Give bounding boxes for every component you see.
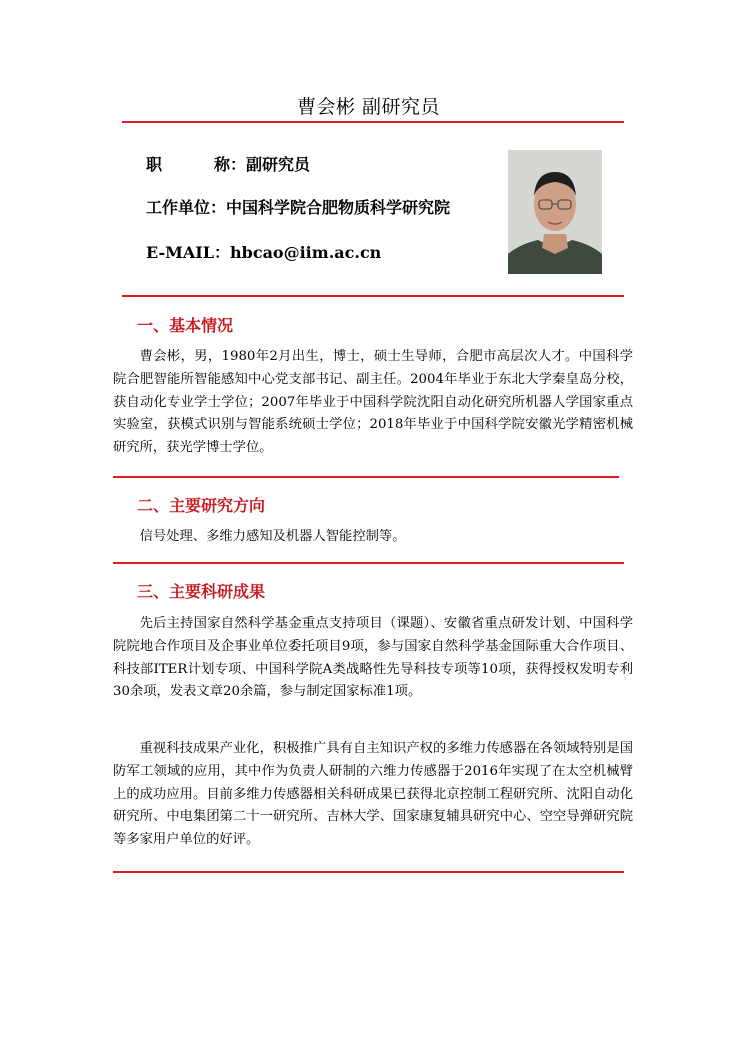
info-unit-row bbox=[146, 195, 450, 218]
info-title-key-char-2: 称 bbox=[213, 155, 230, 174]
section-heading-research: 二、主要研究方向 bbox=[137, 496, 266, 515]
portrait-photo bbox=[508, 150, 602, 274]
info-email-key: E-MAIL bbox=[146, 243, 214, 262]
info-divider bbox=[122, 295, 624, 297]
section-paragraph-research: 信号处理、多维力感知及机器人智能控制等。 bbox=[139, 529, 406, 544]
info-email-row bbox=[146, 240, 381, 263]
info-unit-value: ：中国科学院合肥物质科学研究院 bbox=[210, 198, 451, 217]
title-divider bbox=[122, 121, 624, 123]
section-divider-1 bbox=[113, 476, 619, 478]
info-title-key bbox=[146, 152, 230, 175]
page-title: 曹会彬 副研究员 bbox=[296, 96, 441, 118]
info-email-value: ：hbcao@iim.ac.cn bbox=[214, 243, 382, 262]
info-title-key-char-1: 职 bbox=[146, 155, 163, 174]
info-title-row bbox=[146, 152, 310, 175]
section-divider-2 bbox=[113, 562, 624, 564]
section-paragraph-basic: 曹会彬，男，1980年2月出生，博士，硕士生导师，合肥市高层次人才。中国科学院合肥智能所智能感知中心党支部书记、副主任。2004年毕业于东北大学秦皇岛分校，获自动化专业学士学位；2007年毕业于中国科学院沈阳自动化研究所机器人学国家重点实验室，获模式识别与智能系统硕士学位；2018年毕业于中国科学院安徽光学精密机械研究所，获光学博士学位。 bbox=[113, 349, 633, 456]
info-unit-key: 工作单位 bbox=[146, 198, 211, 217]
portrait-illustration bbox=[508, 150, 602, 274]
section-heading-achievements: 三、主要科研成果 bbox=[137, 582, 266, 601]
section-heading-basic: 一、基本情况 bbox=[137, 316, 234, 335]
section-paragraph-achievements-1: 先后主持国家自然科学基金重点支持项目（课题）、安徽省重点研发计划、中国科学院院地合作项目及企事业单位委托项目9项，参与国家自然科学基金国际重大合作项目、科技部ITER计划专项、中国科学院A类战略性先导科技专项等10项，获得授权发明专利30余项，发表文章20余篇，参与制定国家标准1项。 bbox=[113, 616, 633, 700]
section-paragraph-achievements-2: 重视科技成果产业化，积极推广具有自主知识产权的多维力传感器在各领域特别是国防军工领域的应用，其中作为负责人研制的六维力传感器于2016年实现了在太空机械臂上的成功应用。目前多维力传感器相关科研成果已获得北京控制工程研究所、沈阳自动化研究所、中电集团第二十一研究所、吉林大学、国家康复辅具研究中心、空空导弹研究院等多家用户单位的好评。 bbox=[113, 741, 633, 848]
section-divider-3 bbox=[113, 871, 624, 873]
info-title-value: ：副研究员 bbox=[230, 155, 311, 174]
